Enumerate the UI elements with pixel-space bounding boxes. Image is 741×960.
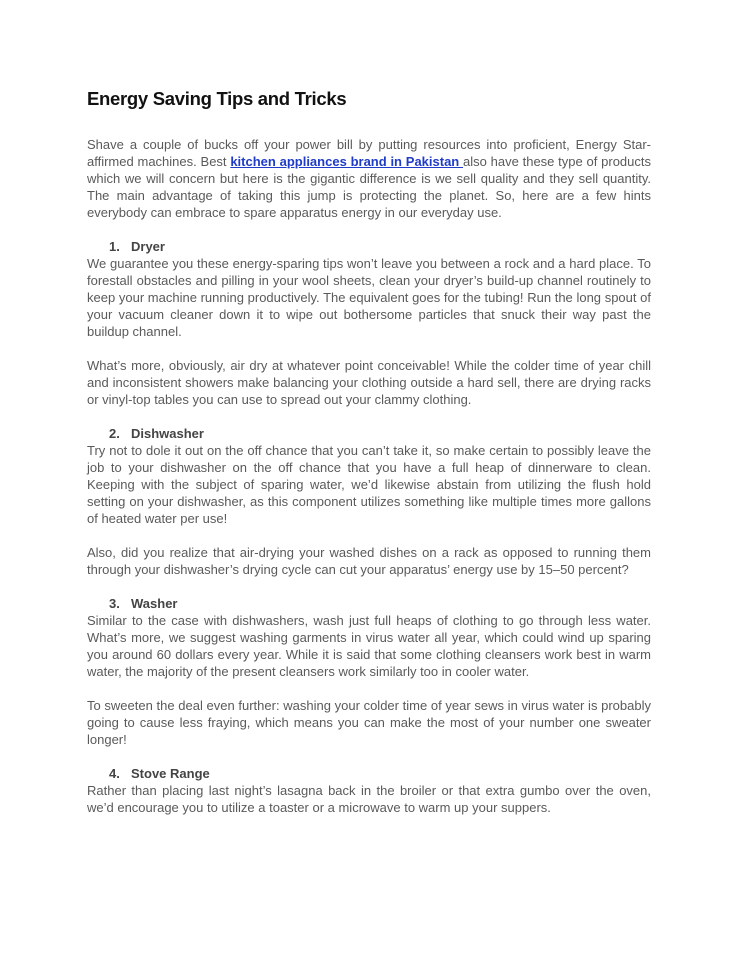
kitchen-appliances-link[interactable]: kitchen appliances brand in Pakistan bbox=[230, 154, 464, 169]
section-number: 4. bbox=[109, 766, 120, 781]
section-heading-stove-range bbox=[87, 765, 651, 782]
section-heading-text: Dishwasher bbox=[131, 426, 204, 441]
section-heading-washer bbox=[87, 595, 651, 612]
section-heading-text: Stove Range bbox=[131, 766, 210, 781]
intro-text-before-link: Shave a couple of bucks off your power bill by putting resources into proficient, Energy Star-affirmed machines. Best bbox=[87, 137, 651, 169]
dryer-paragraph-1: We guarantee you these energy-sparing tips won’t leave you between a rock and a hard place. To forestall obstacles and pilling in your wool sheets, clean your dryer’s build-up channel routinely to keep your machine running productively. The equivalent goes for the tubing! Run the long spout of your vacuum cleaner down it to wipe out bothersome particles that snuck their way past the buildup channel. bbox=[87, 256, 651, 339]
washer-paragraph-1: Similar to the case with dishwashers, wash just full heaps of clothing to go through less water. What’s more, we suggest washing garments in virus water all year, which could wind up sparing you around 60 dollars every year. While it is said that some clothing cleansers work best in warm water, the majority of the present cleansers work similarly too in cooler water. bbox=[87, 613, 651, 679]
section-heading-dryer bbox=[87, 238, 651, 255]
stove-range-paragraph-1: Rather than placing last night’s lasagna back in the broiler or that extra gumbo over the oven, we’d encourage you to utilize a toaster or a microwave to warm up your suppers. bbox=[87, 783, 651, 815]
intro-paragraph bbox=[87, 136, 651, 221]
washer-paragraph-2: To sweeten the deal even further: washing your colder time of year sews in virus water is probably going to cause less fraying, which means you can make the most of your number one sweater longer! bbox=[87, 698, 651, 747]
dryer-paragraph-2: What’s more, obviously, air dry at whatever point conceivable! While the colder time of year chill and inconsistent showers make balancing your clothing outside a hard sell, there are drying racks or vinyl-top tables you can use to spread out your clammy clothing. bbox=[87, 358, 651, 407]
section-heading-dishwasher bbox=[87, 425, 651, 442]
dishwasher-paragraph-2: Also, did you realize that air-drying your washed dishes on a rack as opposed to running them through your dishwasher’s drying cycle can cut your apparatus’ energy use by 15–50 percent? bbox=[87, 545, 651, 577]
section-number: 2. bbox=[109, 426, 120, 441]
section-heading-text: Dryer bbox=[131, 239, 165, 254]
dishwasher-paragraph-1: Try not to dole it out on the off chance that you can’t take it, so make certain to possibly leave the job to your dishwasher on the off chance that you have a full heap of dinnerware to clean. Keeping with the subject of sparing water, we’d likewise abstain from utilizing the flush hold setting on your dishwasher, as this component utilizes something like multiple times more gallons of heated water per use! bbox=[87, 443, 651, 526]
document-page bbox=[87, 86, 651, 816]
document-title: Energy Saving Tips and Tricks bbox=[87, 88, 347, 109]
section-number: 1. bbox=[109, 239, 120, 254]
section-number: 3. bbox=[109, 596, 120, 611]
section-heading-text: Washer bbox=[131, 596, 178, 611]
intro-text-after-link: also have these type of products which we will concern but here is the gigantic difference is we sell quality and they sell quantity. The main advantage of taking this jump is protecting the planet. So, here are a few hints everybody can embrace to spare apparatus energy in our everyday use. bbox=[87, 154, 652, 220]
